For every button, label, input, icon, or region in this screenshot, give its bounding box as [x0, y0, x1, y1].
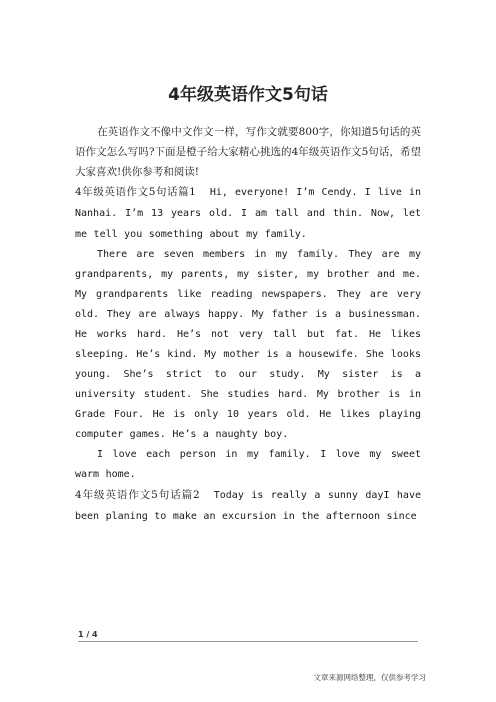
essay-2-first-paragraph — [75, 485, 421, 527]
essay-2-paragraph-1: Today is really a sunny dayI have been planing to make an excursion in the afternoon since — [75, 490, 421, 522]
essay-1-heading: 4年级英语作文5句话篇1 — [75, 186, 196, 198]
document-title: 4年级英语作文5句话 — [168, 85, 328, 105]
essay-1-paragraph-1: Hi, everyone! I’m Cendy. I live in Nanhai. I’m 13 years old. I am tall and thin. Now, let me tell you something about my family. — [75, 187, 421, 240]
document-body — [75, 122, 421, 527]
essay-1-paragraph-2: There are seven members in my family. They are my grandparents, my parents, my sister, my brother and me. My grandparents like reading newspapers. They are very old. They are always happy. My father is a businessman. He works hard. He’s not very tall but fat. He likes sleeping. He’s kind. My mother is a housewife. She looks young. She’s strict to our study. My sister is a university student. She studies hard. My brother is in Grade Four. He is only 10 years old. He likes playing computer games. He’s a naughty boy. — [75, 249, 421, 440]
page-number: 1 / 4 — [78, 630, 98, 639]
footer-note: 文章来源网络整理，仅供参考学习 — [313, 673, 426, 682]
footer-divider — [78, 641, 418, 642]
essay-1-paragraph-3: I love each person in my family. I love my sweet warm home. — [75, 449, 421, 480]
intro-paragraph: 在英语作文不像中文作文一样，写作文就要800字，你知道5句话的英语作文怎么写吗?下面是橙子给大家精心挑选的4年级英语作文5句话，希望大家喜欢!供你参考和阅读! — [75, 126, 421, 178]
essay-1-first-paragraph — [75, 182, 421, 245]
essay-2-heading: 4年级英语作文5句话篇2 — [75, 489, 200, 501]
